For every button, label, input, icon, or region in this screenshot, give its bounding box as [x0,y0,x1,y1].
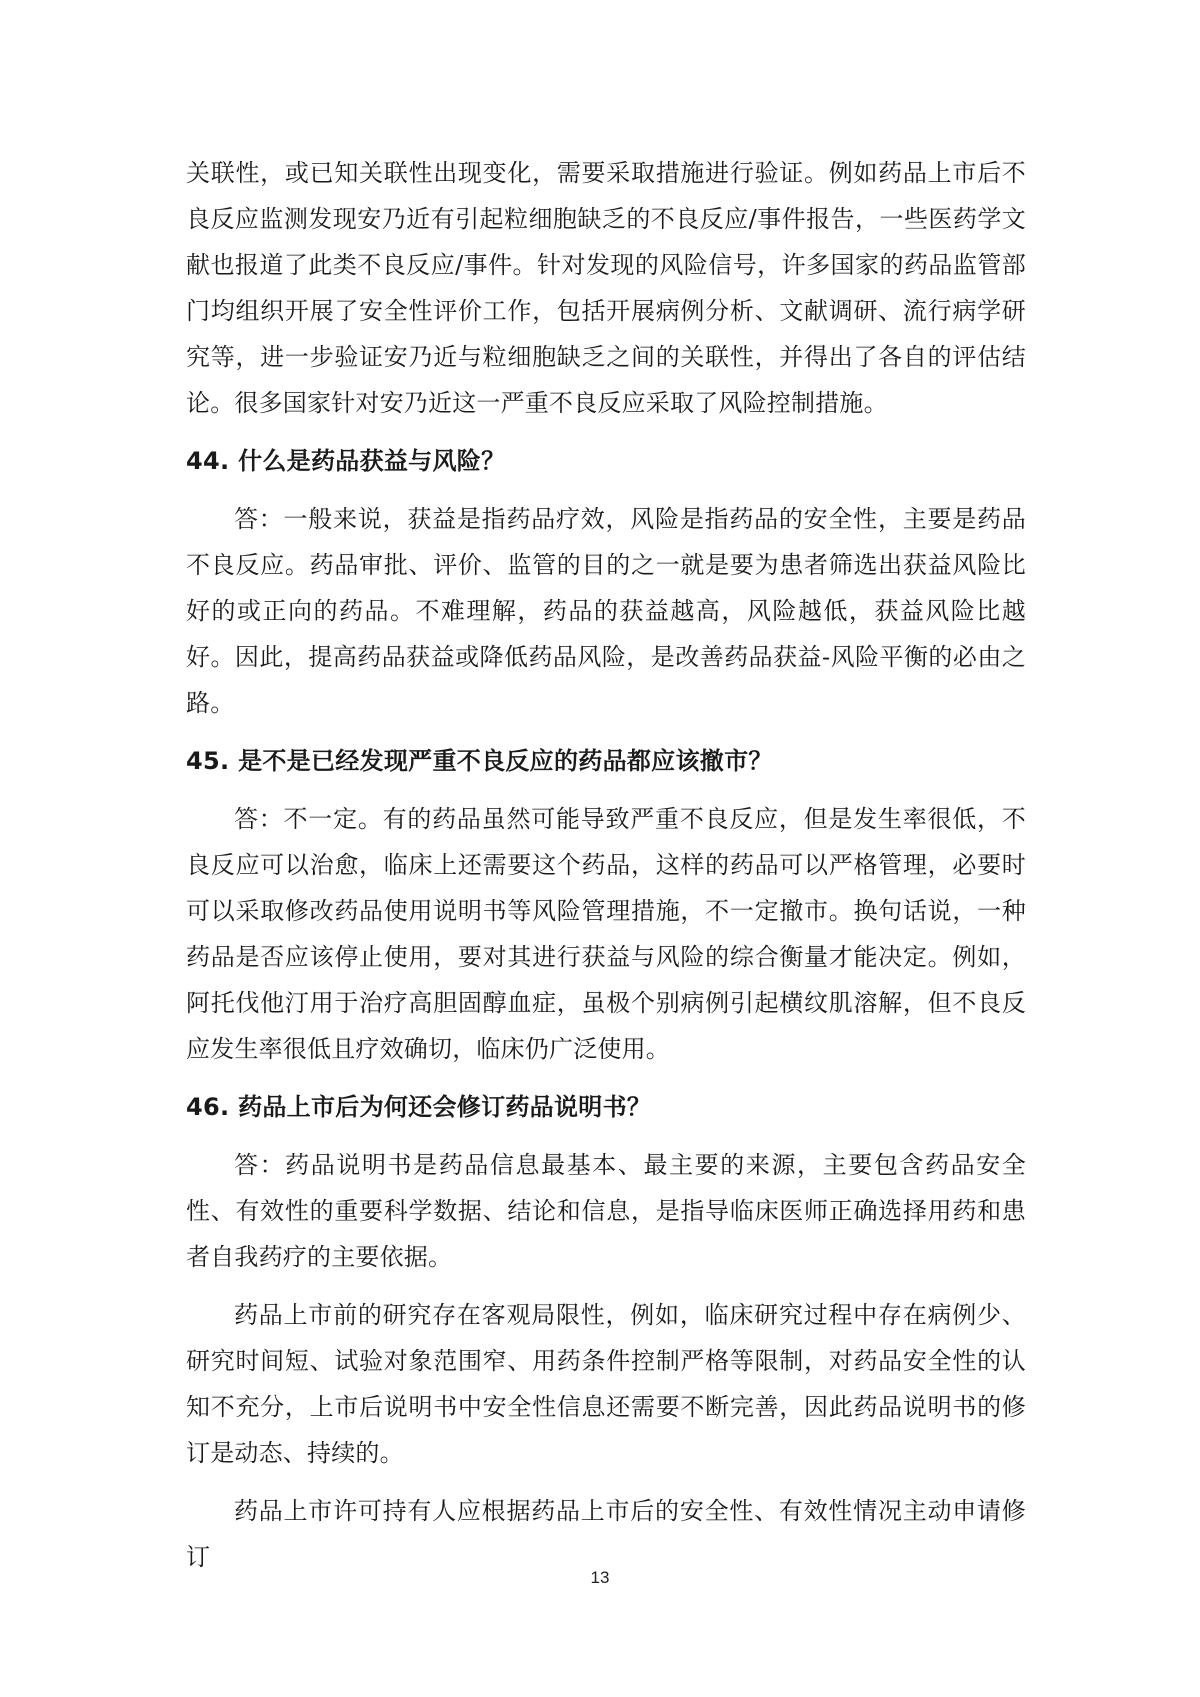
answer-45-paragraph: 答：不一定。有的药品虽然可能导致严重不良反应，但是发生率很低，不良反应可以治愈，临床上还需要这个药品，这样的药品可以严格管理，必要时可以采取修改药品使用说明书等风险管理措施，不一定撤市。换句话说，一种药品是否应该停止使用，要对其进行获益与风险的综合衡量才能决定。例如，阿托伐他汀用于治疗高胆固醇血症，虽极个别病例引起横纹肌溶解，但不良反应发生率很低且疗效确切，临床仍广泛使用。 [186,805,1026,1063]
question-45-heading: 45. 是不是已经发现严重不良反应的药品都应该撤市？ [186,747,773,775]
paragraph-continuation: 关联性，或已知关联性出现变化，需要采取措施进行验证。例如药品上市后不良反应监测发现安乃近有引起粒细胞缺乏的不良反应/事件报告，一些医药学文献也报道了此类不良反应/事件。针对发现的风险信号，许多国家的药品监管部门均组织开展了安全性评价工作，包括开展病例分析、文献调研、流行病学研究等，进一步验证安乃近与粒细胞缺乏之间的关联性，并得出了各自的评估结论。很多国家针对安乃近这一严重不良反应采取了风险控制措施。 [186,159,1026,417]
answer-46-paragraph-1: 答：药品说明书是药品信息最基本、最主要的来源，主要包含药品安全性、有效性的重要科学数据、结论和信息，是指导临床医师正确选择用药和患者自我药疗的主要依据。 [186,1151,1026,1271]
answer-46-paragraph-3: 药品上市许可持有人应根据药品上市后的安全性、有效性情况主动申请修订 [186,1497,1026,1571]
answer-46-paragraph-2: 药品上市前的研究存在客观局限性，例如，临床研究过程中存在病例少、研究时间短、试验对象范围窄、用药条件控制严格等限制，对药品安全性的认知不充分，上市后说明书中安全性信息还需要不断完善，因此药品说明书的修订是动态、持续的。 [186,1301,1026,1467]
page-number: 13 [590,1568,610,1587]
question-44-heading: 44. 什么是药品获益与风险？ [186,447,506,475]
answer-44-paragraph: 答：一般来说，获益是指药品疗效，风险是指药品的安全性，主要是药品不良反应。药品审批、评价、监管的目的之一就是要为患者筛选出获益风险比好的或正向的药品。不难理解，药品的获益越高，风险越低，获益风险比越好。因此，提高药品获益或降低药品风险，是改善药品获益-风险平衡的必由之路。 [186,505,1026,717]
question-46-heading: 46. 药品上市后为何还会修订药品说明书？ [186,1093,652,1121]
document-body [186,150,1026,1592]
